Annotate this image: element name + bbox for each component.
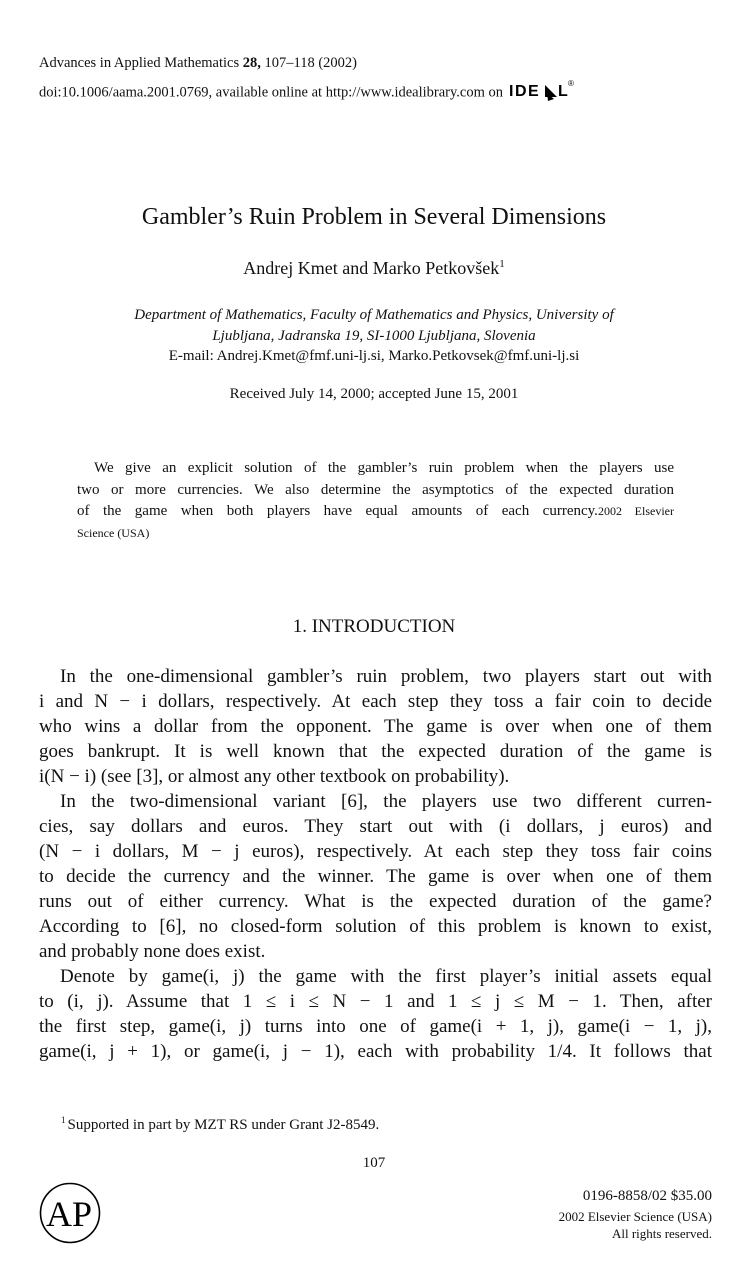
received-dates: Received July 14, 2000; accepted June 15, 2001 [229, 386, 519, 402]
body-text-line: Denote by game(i, j) the game with the first player’s initial assets equal [60, 966, 712, 987]
journal-name: Advances in Applied Mathematics [39, 55, 243, 71]
registered-mark: ® [568, 79, 574, 88]
abstract-line: two or more currencies. We also determine the asymptotics of the expected duration [77, 482, 674, 498]
abstract-line: We give an explicit solution of the gambler’s ruin problem when the players use [94, 460, 674, 476]
body-text-line: i and N − i dollars, respectively. At each step they toss a fair coin to decide [39, 691, 712, 712]
body-text-line: In the one-dimensional gambler’s ruin problem, two players start out with [60, 666, 712, 687]
affiliation-line-2: Ljubljana, Jadranska 19, SI-1000 Ljubljana, Slovenia [212, 328, 536, 344]
body-text-line: runs out of either currency. What is the expected duration of the game? [39, 891, 712, 912]
author-footnote-mark: 1 [499, 258, 505, 270]
affiliation-line-1: Department of Mathematics, Faculty of Mathematics and Physics, University of [134, 307, 614, 323]
body-text-line: i(N − i) (see [3], or almost any other textbook on probability). [39, 766, 510, 787]
page-number: 107 [362, 1155, 386, 1171]
footnote [61, 1115, 379, 1135]
footnote-mark: 1 [61, 1115, 66, 1125]
body-text-line: In the two-dimensional variant [6], the players use two different curren- [60, 791, 712, 812]
author-names: Andrej Kmet and Marko Petkovšek [243, 258, 500, 278]
rights-notice: All rights reserved. [611, 1226, 712, 1241]
body-text-line: and probably none does exist. [39, 941, 266, 962]
issn-price: 0196-8858/02 $35.00 [582, 1188, 712, 1204]
body-text-line: goes bankrupt. It is well known that the expected duration of the game is [39, 741, 712, 762]
abstract-line: Science (USA) [77, 526, 150, 540]
body-text-line: (N − i dollars, M − j euros), respectively. At each step they toss fair coins [39, 841, 712, 862]
authors [0, 256, 748, 280]
academic-press-logo [38, 1181, 102, 1250]
article-title: Gambler’s Ruin Problem in Several Dimensions [141, 204, 607, 230]
abstract-copyright: 2002 Elsevier [597, 504, 674, 518]
svg-text:AP: AP [45, 1194, 93, 1234]
ideal-logo [507, 77, 577, 109]
abstract-line: of the game when both players have equal amounts of each currency.2002 Elsevier [77, 503, 674, 519]
section-heading: 1. INTRODUCTION [292, 616, 456, 637]
copyright-notice: 2002 Elsevier Science (USA) [558, 1209, 712, 1224]
body-text-line: the first step, game(i, j) turns into one of game(i + 1, j), game(i − 1, j), [39, 1016, 712, 1037]
doi-line [39, 77, 577, 109]
body-text-line: According to [6], no closed-form solution of this problem is known to exist, [39, 916, 712, 937]
svg-text:L: L [558, 83, 568, 100]
body-text-line: to decide the currency and the winner. The game is over when one of them [39, 866, 712, 887]
author-emails: E-mail: Andrej.Kmet@fmf.uni-lj.si, Marko.Petkovsek@fmf.uni-lj.si [168, 348, 580, 364]
body-text-line: who wins a dollar from the opponent. The game is over when one of them [39, 716, 712, 737]
journal-volume: 28, [242, 55, 261, 71]
body-text-line: to (i, j). Assume that 1 ≤ i ≤ N − 1 and 1 ≤ j ≤ M − 1. Then, after [39, 991, 712, 1012]
body-text-line: cies, say dollars and euros. They start out with (i dollars, j euros) and [39, 816, 712, 837]
journal-pages-year: 107–118 (2002) [260, 55, 358, 71]
doi-text: doi:10.1006/aama.2001.0769, available online at http://www.idealibrary.com on [39, 84, 504, 101]
footnote-text: Supported in part by MZT RS under Grant J2-8549. [67, 1117, 380, 1133]
journal-citation [39, 53, 357, 73]
body-text-line: game(i, j + 1), or game(i, j − 1), each with probability 1/4. It follows that [39, 1041, 712, 1062]
svg-text:IDE: IDE [509, 83, 541, 100]
